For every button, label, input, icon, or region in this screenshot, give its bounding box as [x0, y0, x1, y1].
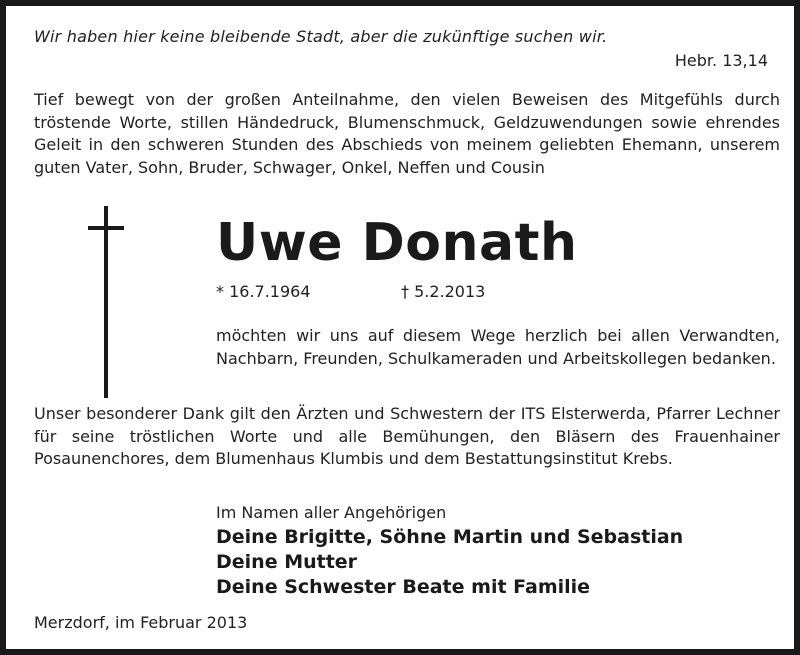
family-line: Deine Schwester Beate mit Familie	[216, 576, 591, 598]
family-line: Deine Mutter	[216, 551, 358, 573]
bible-reference: Hebr. 13,14	[674, 51, 768, 70]
birth-date: * 16.7.1964	[216, 282, 311, 301]
cross-vertical-bar	[104, 206, 108, 398]
intro-paragraph: Tief bewegt von der großen Anteilnahme, den vielen Beweisen des Mitgefühls durch tröstende Worte, stillen Händedruck, Blumenschmuck, Geldzuwendungen sowie ehrendes Geleit in den schweren Stunden des Abschieds von meinem geliebten Ehemann, unserem guten Vater, Sohn, Bruder, Schwager, Onkel, Neffen und Cousin	[34, 90, 780, 177]
bible-verse: Wir haben hier keine bleibende Stadt, aber die zukünftige suchen wir.	[34, 27, 608, 46]
life-dates	[216, 281, 486, 303]
signature-intro: Im Namen aller Angehörigen	[216, 503, 447, 522]
death-date: † 5.2.2013	[401, 282, 486, 301]
thanks-paragraph: möchten wir uns auf diesem Wege herzlich bei allen Verwandten, Nachbarn, Freunden, Schulkameraden und Arbeitskollegen bedanken.	[216, 326, 780, 368]
place-and-date: Merzdorf, im Februar 2013	[34, 613, 248, 632]
special-thanks-paragraph: Unser besonderer Dank gilt den Ärzten und Schwestern der ITS Elsterwerda, Pfarrer Lechner für seine tröstlichen Worte und alle Bemühungen, den Bläsern des Frauenhainer Posaunenchores, dem Blumenhaus Klumbis und dem Bestattungsinstitut Krebs.	[34, 404, 780, 469]
family-signatures	[216, 525, 683, 600]
family-line: Deine Brigitte, Söhne Martin und Sebastian	[216, 526, 684, 548]
deceased-name: Uwe Donath	[216, 213, 578, 273]
cross-horizontal-bar	[88, 226, 124, 230]
